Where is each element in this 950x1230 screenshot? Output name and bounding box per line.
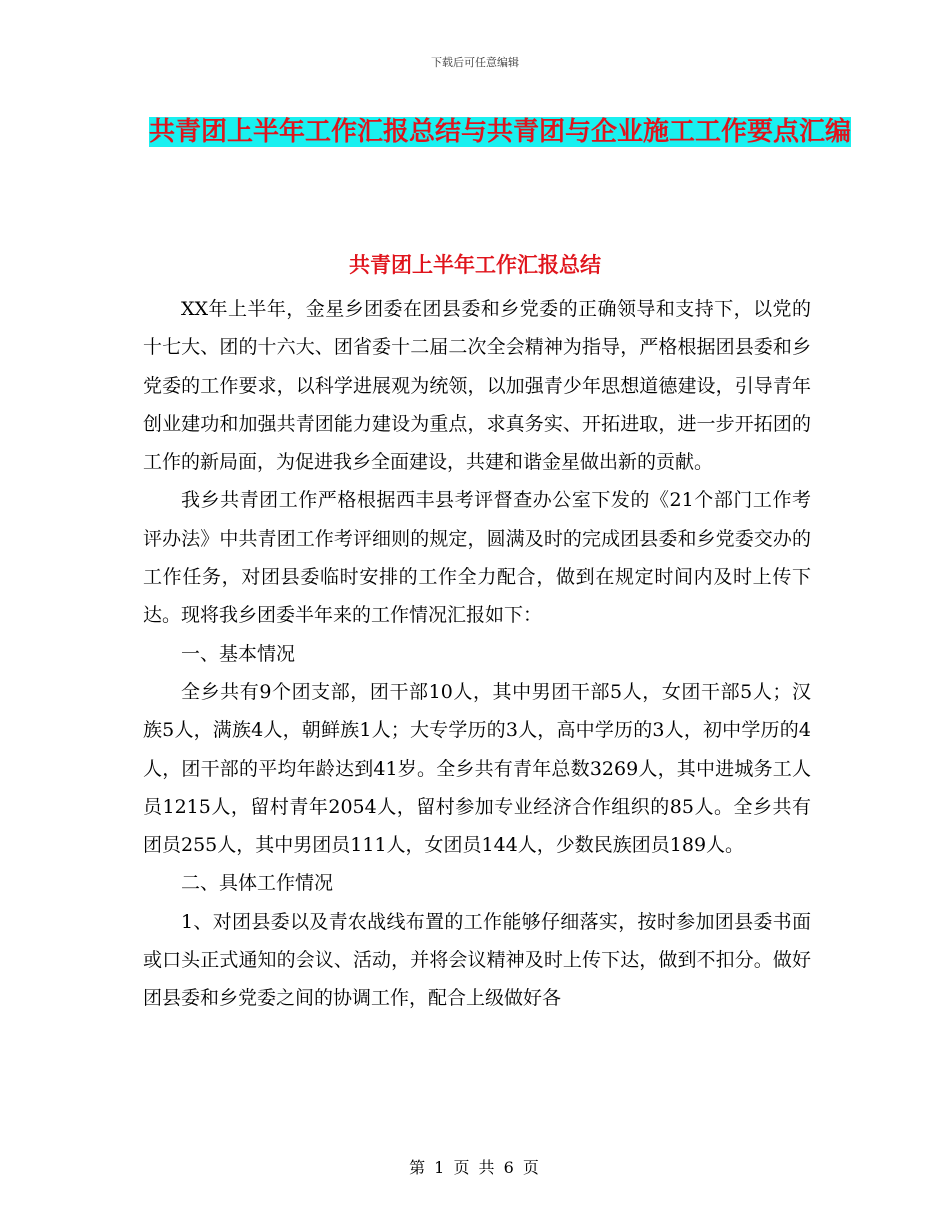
paragraph-intro: XX年上半年，金星乡团委在团县委和乡党委的正确领导和支持下，以党的十七大、团的十六大、团省委十二届二次全会精神为指导，严格根据团县委和乡党委的工作要求，以科学进展观为统领，以加强青少年思想道德建设，引导青年创业建功和加强共青团能力建设为重点，求真务实、开拓进取，进一步开拓团的工作的新局面，为促进我乡全面建设，共建和谐金星做出新的贡献。 <box>143 298 811 474</box>
section-title: 共青团上半年工作汇报总结 <box>349 253 601 277</box>
body-text <box>143 290 811 1018</box>
document-title <box>140 108 860 156</box>
header-note: 下载后可任意编辑 <box>431 56 519 69</box>
document-title-text: 共青团上半年工作汇报总结与共青团与企业施工工作要点汇编 <box>148 117 851 147</box>
paragraph-basic-stats: 全乡共有9个团支部，团干部10人，其中男团干部5人，女团干部5人；汉族5人，满族4人，朝鲜族1人；大专学历的3人，高中学历的3人，初中学历的4人，团干部的平均年龄达到41岁。全乡共有青年总数3269人，其中进城务工人员1215人，留村青年2054人，留村参加专业经济合作组织的85人。全乡共有团员255人，其中男团员111人，女团员144人，少数民族团员189人。 <box>143 680 811 857</box>
paragraph-work-item-1: 1、对团县委以及青农战线布置的工作能够仔细落实，按时参加团县委书面或口头正式通知的会议、活动，并将会议精神及时上传下达，做到不扣分。做好团县委和乡党委之间的协调工作，配合上级做好各 <box>143 910 811 1010</box>
heading-basic-situation: 一、基本情况 <box>181 642 296 665</box>
heading-specific-work: 二、具体工作情况 <box>181 872 334 895</box>
page-footer: 第 1 页 共 6 页 <box>409 1158 541 1177</box>
paragraph-overview: 我乡共青团工作严格根据西丰县考评督查办公室下发的《21个部门工作考评办法》中共青团工作考评细则的规定，圆满及时的完成团县委和乡党委交办的工作任务，对团县委临时安排的工作全力配合，做到在规定时间内及时上传下达。现将我乡团委半年来的工作情况汇报如下： <box>143 489 811 627</box>
